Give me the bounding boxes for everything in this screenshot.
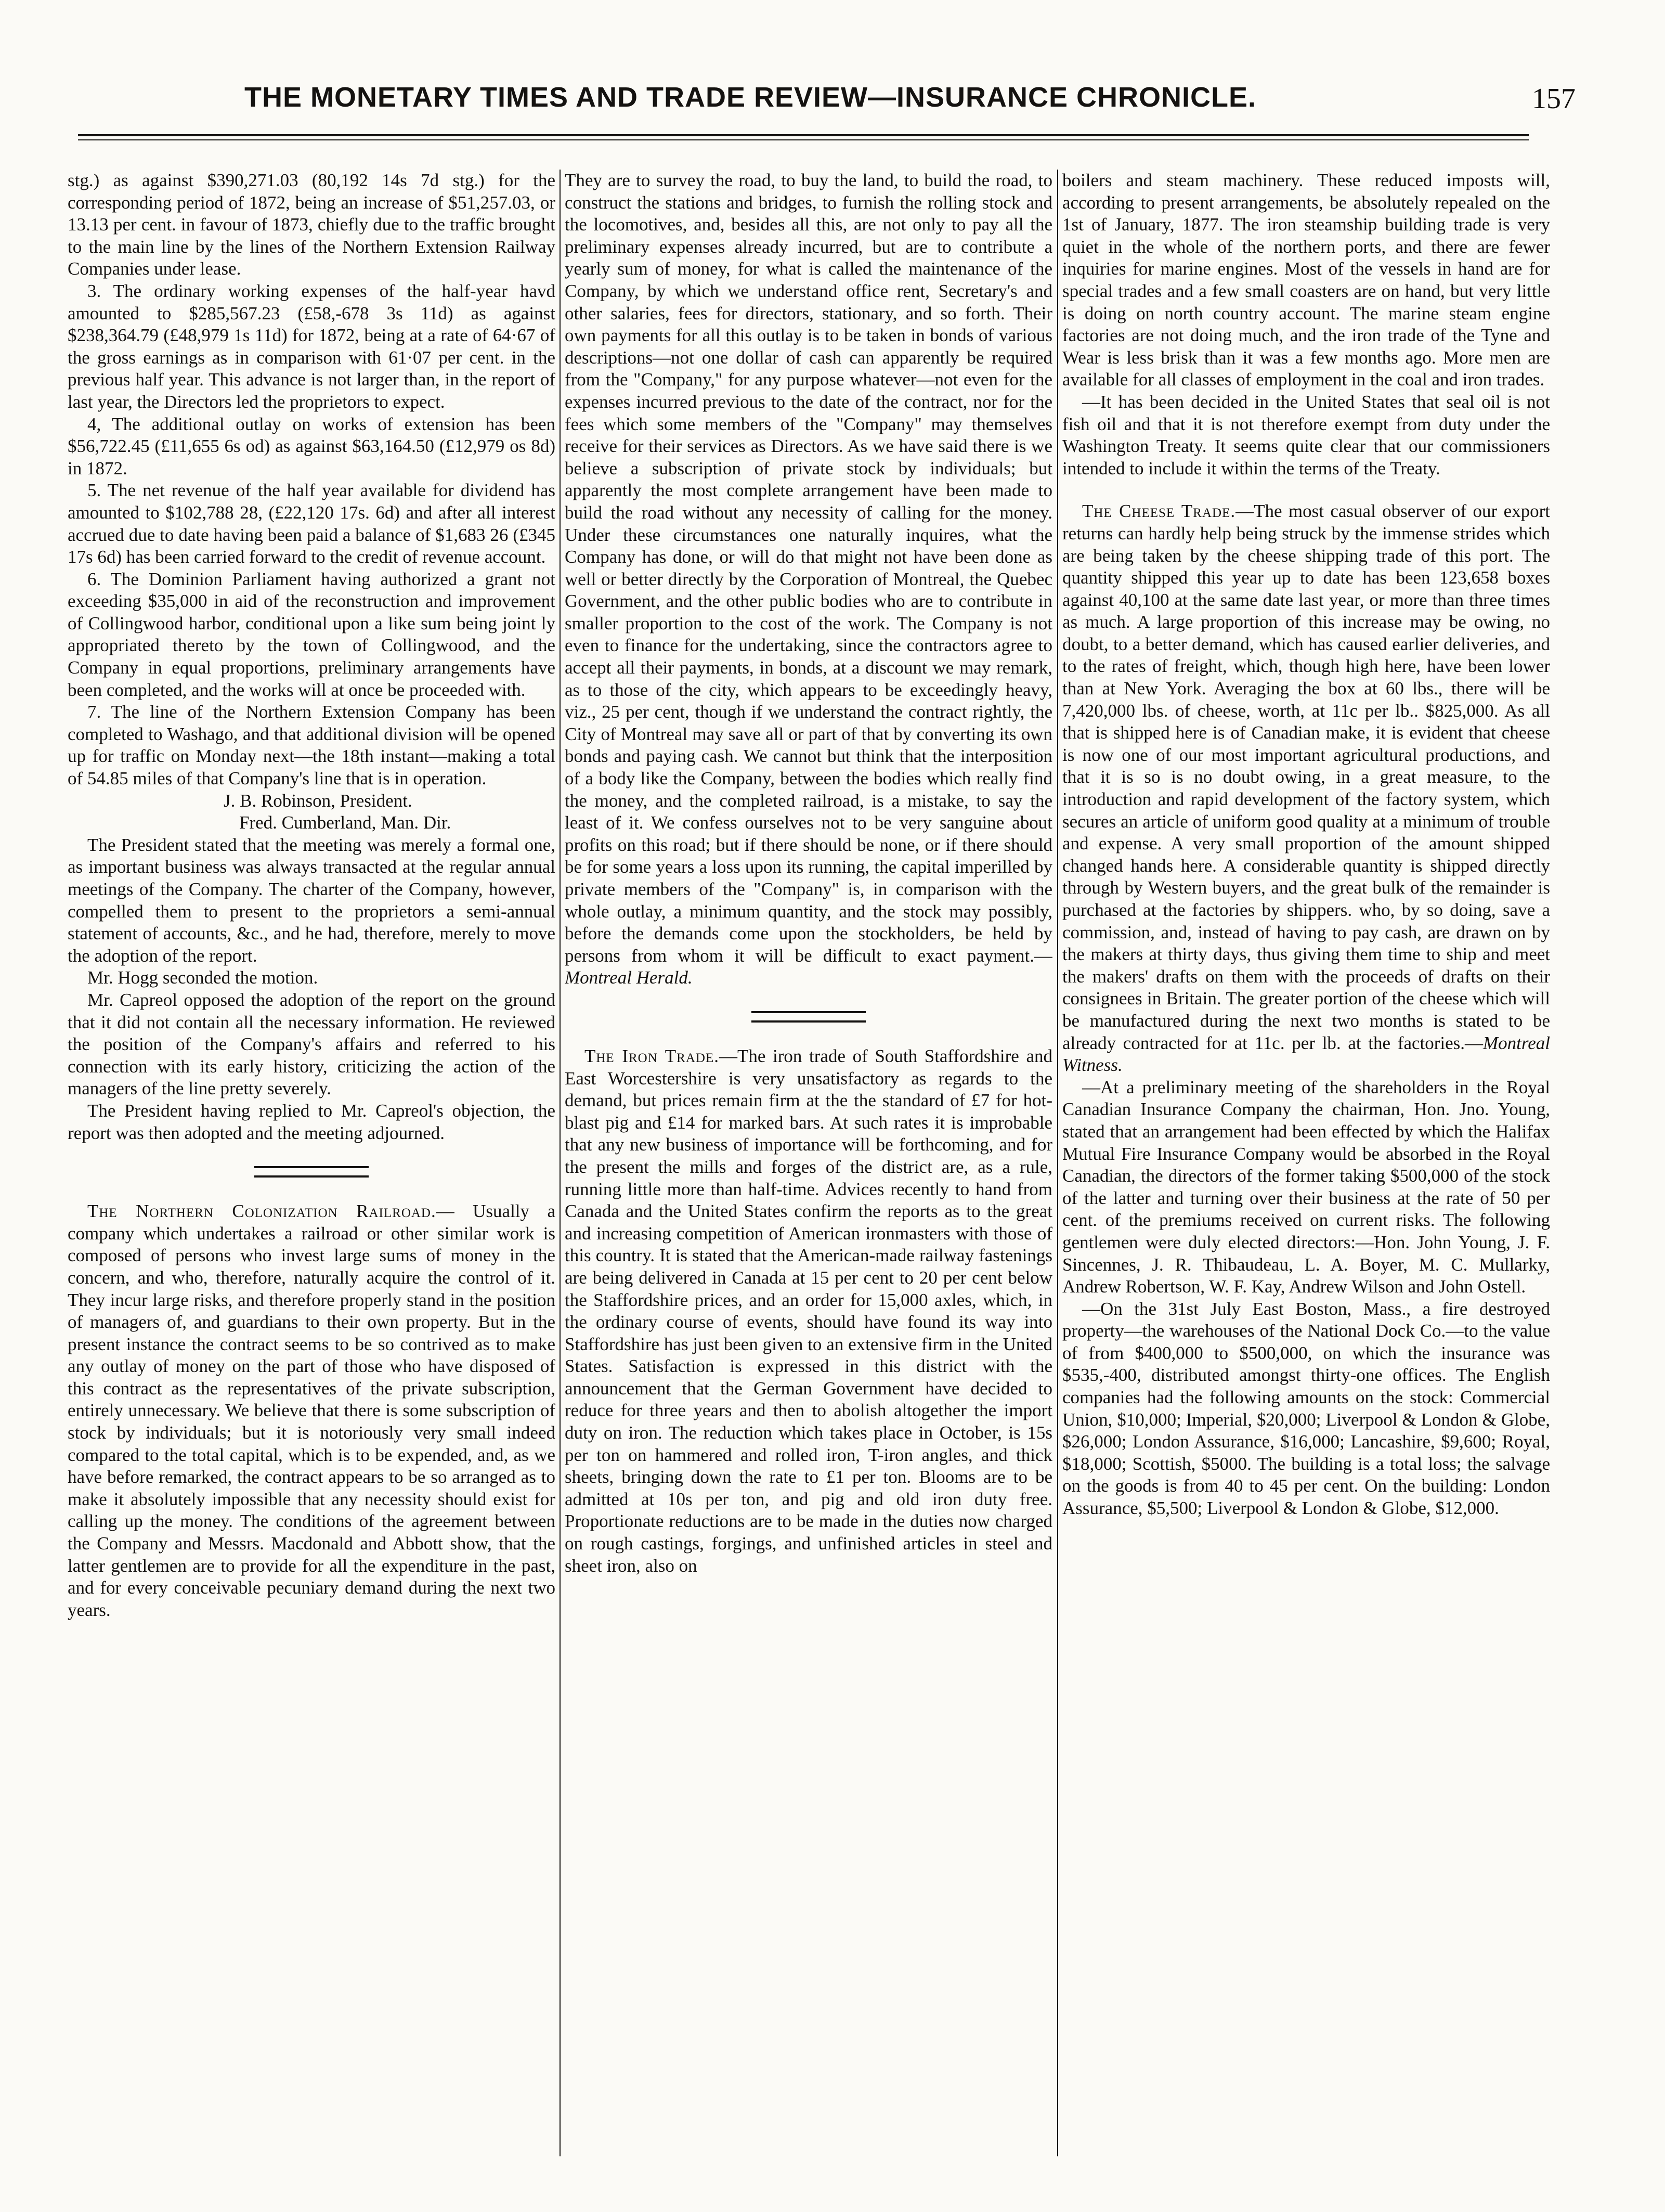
article-body: Usually a company which undertakes a railroad or other similar work is composed of persons who invest large sums of money in the concern, and who, therefore, naturally acquire the control of it. They incur large risks, and therefore properly stand in the position of managers of, and guardians to their own property. But in the present instance the contract seems to be so contrived as to make any outlay of money on the part of those who have disposed of this contract as the representatives of the private subscription, entirely unnecessary. We believe that there is some subscription of stock by individuals; but it is notoriously very small indeed compared to the total capital, which is to be expended, and, as we have before remarked, the contract appears to be so arranged as to make it absolutely impossible that any necessity should exist for calling up the money. The conditions of the agreement between the Company and Messrs. Macdonald and Abbott show, that the latter gentlemen are to provide for all the expenditure in the past, and for every conceivable pecuniary demand during the next two years. <box>68 1201 555 1620</box>
signature-president: J. B. Robinson, President. <box>224 790 412 811</box>
paragraph: 3. The ordinary working expenses of the half-year havd amounted to $285,567.23 (£58,-678 3s 11d) as against $238,364.79 (£48,979 1s 11d) for 1872, being at a rate of 64·67 of the gross earnings as in comparison with 61·07 per cent. in the previous half year. This advance is not larger than, in the report of last year, the Directors led the proprietors to expect. <box>68 280 555 412</box>
paragraph: 6. The Dominion Parliament having authorized a grant not exceeding $35,000 in aid of the reconstruction and improvement of Collingwood harbor, conditional upon a like sum being joint ly appropriated thereto by the town of Collingwood, and the Company in equal proportions, preliminary arrangements have been completed, and the works will at once be proceeded with. <box>68 568 555 700</box>
paragraph: —At a preliminary meeting of the shareholders in the Royal Canadian Insurance Company the chairman, Hon. Jno. Young, stated that an arrangement had been effected by which the Halifax Mutual Fire Insurance Company would be absorbed in the Royal Canadian, the directors of the former taking $500,000 of the stock of the latter and turning over their business at the rate of 50 per cent. of the premiums received on current risks. The following gentlemen were duly elected directors:—Hon. John Young, J. F. Sincennes, J. R. Thibaudeau, L. A. Boyer, M. C. Mullarky, Andrew Robertson, W. F. Kay, Andrew Wilson and John Ostell. <box>1062 1077 1550 1297</box>
signature-manager: Fred. Cumberland, Man. Dir. <box>239 812 451 833</box>
header-rule-thin <box>78 139 1529 140</box>
article-body: —The most casual observer of our export returns can hardly help being struck by the immense strides which are being taken by the cheese shipping trade of this port. The quantity shipped this year up to date has been 123,658 boxes against 40,100 at the same date last year, or more than three times as much. A large proportion of this increase may be owing, no doubt, to a better demand, which has caused earlier deliveries, and to the rates of freight, which, though high here, have been lower than at New York. Averaging the box at 60 lbs., there will be 7,420,000 lbs. of cheese, worth, at 11c per lb.. $825,000. As all that is shipped here is of Canadian make, it is evident that cheese is now one of our most important agricultural productions, and that it is so is no doubt owing, in a great measure, to the introduction and rapid development of the factory system, which secures an article of uniform good quality at a minimum of trouble and expense. A very small proportion of the amount shipped changed hands here. A considerable quantity is shipped directly through by Western buyers, and the great bulk of the remainder is purchased at the factories by shippers. who, by so doing, save a commission, and, instead of having to pay cash, are drawn on by the makers at thirty days, thus giving them time to ship and meet the makers' drafts on them with the proceeds of drafts on their consignees in Britain. The greater portion of the cheese which will be manufactured during the next two months is stated to be already contracted for at 11c. per lb. at the factories.— <box>1062 501 1550 1053</box>
page-header <box>78 78 1586 120</box>
column-3 <box>1062 170 1550 2198</box>
article-heading: The Cheese Trade. <box>1082 501 1236 522</box>
spacer <box>1062 480 1550 500</box>
column-divider <box>560 170 561 2156</box>
paragraph: The President having replied to Mr. Capreol's objection, the report was then adopted and the meeting adjourned. <box>68 1100 555 1143</box>
article-iron-trade <box>565 1045 1052 1577</box>
article-body: They are to survey the road, to buy the land, to build the road, to construct the stations and bridges, to furnish the rolling stock and the locomotives, and, besides all this, are not only to pay all the preliminary expenses already incurred, but are to contribute a yearly sum of money, for what is called the maintenance of the Company, by which we understand office rent, Secretary's and other salaries, fees for directors, stationary, and so forth. Their own payments for all this outlay is to be taken in bonds of various descriptions—not one dollar of cash can apparently be required from the "Company," for any purpose whatever—not even for the expenses incurred previous to the date of the contract, nor for the fees which some members of the "Company" may themselves receive for their services as Directors. As we have said there is we believe a subscription of private stock by individuals; but apparently the most complete arrangement have been made to build the road without any necessity of calling for the money. Under these circumstances one naturally inquires, what the Company has done, or will do that might not have been done as well or better directly by the Corporation of Montreal, the Quebec Government, and the other public bodies who are to contribute in smaller proportion to the cost of the work. The Company is not even to finance for the undertaking, since the contractors agree to accept all their payments, in bonds, at a discount we may remark, as to those of the city, which appears to be exceedingly heavy, viz., 25 per cent, though if we understand the contract rightly, the City of Montreal may save all or part of that by converting its own bonds and paying cash. We cannot but think that the interposition of a body like the Company, between the bodies which really find the money, and the completed railroad, is a mistake, to say the least of it. We confess ourselves not to be very sanguine about profits on this road; but if there should be none, or if there should be for some years a loss upon its running, the capital imperilled by private members of the "Company" is, in comparison with the whole outlay, a minimum quantity, and the stock may possibly, before the demands come upon the stockholders, be held by persons from whom it will be difficult to exact payment.— <box>565 170 1052 966</box>
article-cheese-trade <box>1062 500 1550 1076</box>
article-source: Montreal Herald. <box>565 967 693 988</box>
paragraph: stg.) as against $390,271.03 (80,192 14s 7d stg.) for the corresponding period of 1872, being an increase of $51,257.03, or 13.13 per cent. in favour of 1873, chiefly due to the traffic brought to the main line by the lines of the Northern Extension Railway Companies under lease. <box>68 170 555 279</box>
article-heading: The Iron Trade. <box>584 1045 719 1066</box>
column-divider <box>1057 170 1058 2156</box>
paragraph: 4, The additional outlay on works of extension has been $56,722.45 (£11,655 6s od) as against $63,164.50 (£12,979 os 8d) in 1872. <box>68 413 555 478</box>
section-separator <box>254 1166 369 1178</box>
article-continuation <box>565 170 1052 989</box>
paragraph: 7. The line of the Northern Extension Company has been completed to Washago, and that additional division will be opened up for traffic on Monday next—the 18th instant—making a total of 54.85 miles of that Company's line that is in operation. <box>68 702 555 789</box>
paragraph: —On the 31st July East Boston, Mass., a fire destroyed property—the warehouses of the National Dock Co.—to the value of from $400,000 to $500,000, on which the insurance was $535,-400, distributed amongst thirty-one offices. The English companies had the following amounts on the stock: Commercial Union, $10,000; Imperial, $20,000; Liverpool & London & Globe, $26,000; London Assurance, $16,000; Lancashire, $9,600; Royal, $18,000; Scottish, $5000. The building is a total loss; the salvage on the goods is from 40 to 45 per cent. On the building: London Assurance, $5,500; Liverpool & London & Globe, $12,000. <box>1062 1298 1550 1519</box>
paragraph: —It has been decided in the United States that seal oil is not fish oil and that it is not therefore exempt from duty under the Washington Treaty. It seems quite clear that our commissioners intended to include it within the terms of the Treaty. <box>1062 391 1550 478</box>
paragraph: 5. The net revenue of the half year available for dividend has amounted to $102,788 28, (£22,120 17s. 6d) and after all interest accrued due to date having been paid a balance of $1,683 26 (£345 17s 6d) has been carried forward to the credit of revenue account. <box>68 480 555 567</box>
paragraph: The President stated that the meeting was merely a formal one, as important business was always transacted at the regular annual meetings of the Company. The charter of the Company, however, compelled them to present to the proprietors a semi-annual statement of accounts, &c., and he had, therefore, merely to move the adoption of the report. <box>68 834 555 966</box>
header-rule <box>78 134 1529 136</box>
article-heading: The Northern Colonization Railroad.— <box>87 1201 455 1222</box>
running-title: THE MONETARY TIMES AND TRADE REVIEW—INSURANCE CHRONICLE. <box>244 82 1257 113</box>
page-number: 157 <box>1532 83 1576 115</box>
paragraph: Mr. Capreol opposed the adoption of the report on the ground that it did not contain all the necessary information. He reviewed the position of the Company's affairs and referred to his connection with its early history, criticizing the action of the managers of the line pretty severely. <box>68 989 555 1099</box>
column-1 <box>68 170 555 2198</box>
column-2 <box>565 170 1052 2198</box>
section-separator <box>751 1011 866 1023</box>
article-body: —The iron trade of South Staffordshire and East Worcestershire is very unsatisfactory as regards to the demand, but prices remain firm at the the standard of £7 for hot-blast pig and £14 for marked bars. At such rates it is improbable that any new business of importance will be forthcoming, and for the present the mills and forges of the district are, as a rule, running little more than half-time. Advices recently to hand from Canada and the United States confirm the reports as to the great and increasing competition of American ironmasters with those of this country. It is stated that the American-made railway fastenings are being delivered in Canada at 15 per cent to 20 per cent below the Staffordshire prices, and an order for 15,000 axles, which, in the ordinary course of events, should have found its way into Staffordshire has just been given to an extensive firm in the United States. Satisfaction is expressed in this district with the announcement that the German Government have decided to reduce for three years and then to abolish altogether the import duty on iron. The reduction which takes place in October, is 15s per ton on hammered and rolled iron, T-iron angles, and thick sheets, bringing down the rate to £1 per ton. Blooms are to be admitted at 10s per ton, and pig and old iron duty free. Proportionate reductions are to be made in the duties now charged on rough castings, forgings, and unfinished articles in steel and sheet iron, also on <box>565 1045 1052 1576</box>
article-northern-colonization <box>68 1200 555 1621</box>
paragraph: boilers and steam machinery. These reduced imposts will, according to present arrangements, be absolutely repealed on the 1st of January, 1877. The iron steamship building trade is very quiet in the whole of the northern ports, and there are fewer inquiries for marine engines. Most of the vessels in hand are for special trades and a few small coasters are on hand, but very little is doing on north country account. The marine steam engine factories are not doing much, and the iron trade of the Tyne and Wear is less brisk than it was a few months ago. More men are available for all classes of employment in the coal and iron trades. <box>1062 170 1550 390</box>
article-source: Montreal Witness. <box>1062 1032 1550 1076</box>
paragraph: Mr. Hogg seconded the motion. <box>87 967 318 988</box>
